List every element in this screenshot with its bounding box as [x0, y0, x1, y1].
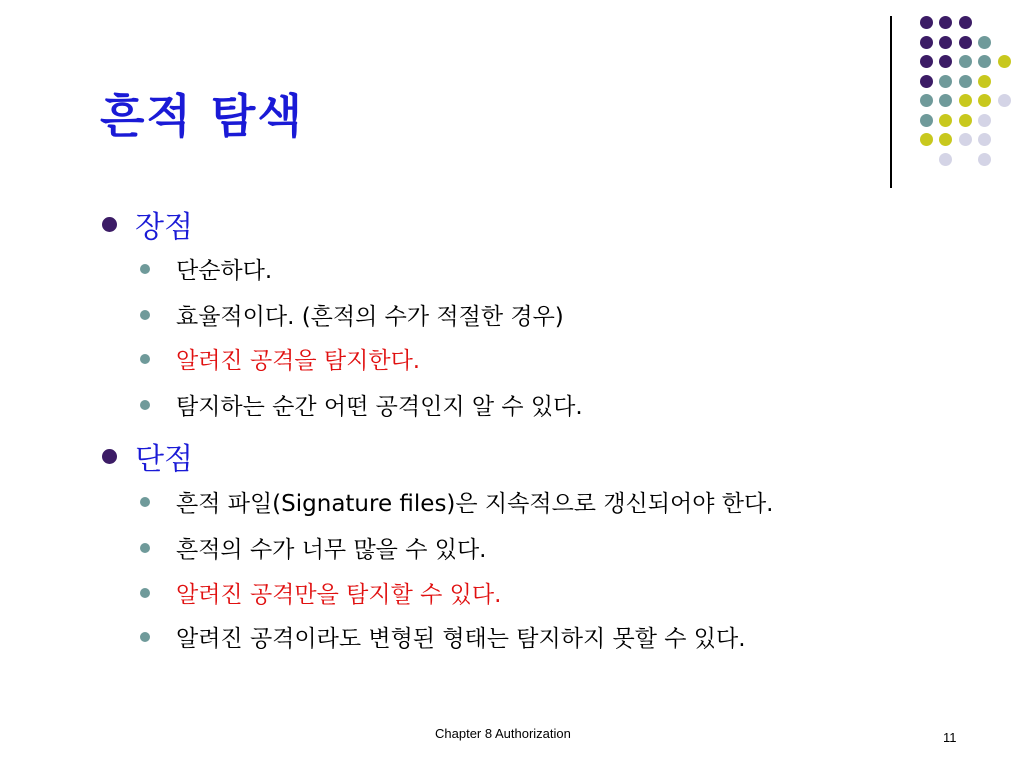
list-item — [140, 531, 486, 564]
bullet-icon — [140, 497, 150, 507]
bullet-icon — [140, 310, 150, 320]
list-item — [140, 388, 583, 421]
section-heading-cons — [102, 434, 193, 478]
bullet-icon — [102, 217, 117, 232]
list-item-text: 흔적 파일(Signature files)은 지속적으로 갱신되어야 한다. — [176, 491, 774, 517]
slide-title: 흔적 탐색 — [100, 89, 304, 143]
list-item-highlighted — [140, 576, 501, 609]
list-item-text: 단순하다. — [176, 258, 273, 284]
list-item — [140, 252, 272, 285]
bullet-icon — [140, 400, 150, 410]
bullet-icon — [140, 632, 150, 642]
section-heading-label: 단점 — [135, 442, 193, 477]
bullet-icon — [102, 449, 117, 464]
bullet-icon — [140, 354, 150, 364]
bullet-icon — [140, 264, 150, 274]
list-item-text: 알려진 공격이라도 변형된 형태는 탐지하지 못할 수 있다. — [176, 626, 746, 652]
list-item — [140, 298, 564, 331]
list-item-text: 알려진 공격만을 탐지할 수 있다. — [176, 582, 502, 608]
footer-chapter: Chapter 8 Authorization — [435, 726, 571, 741]
list-item-text: 알려진 공격을 탐지한다. — [176, 348, 421, 374]
list-item — [140, 620, 746, 653]
list-item-text: 흔적의 수가 너무 많을 수 있다. — [176, 537, 487, 563]
list-item-text: 효율적이다. (흔적의 수가 적절한 경우) — [176, 304, 564, 330]
page-number: 11 — [943, 730, 957, 745]
section-heading-pros — [102, 202, 193, 246]
bullet-icon — [140, 588, 150, 598]
bullet-icon — [140, 543, 150, 553]
list-item — [140, 485, 774, 518]
list-item-text: 탐지하는 순간 어떤 공격인지 알 수 있다. — [176, 394, 583, 420]
list-item-highlighted — [140, 342, 420, 375]
section-heading-label: 장점 — [135, 210, 193, 245]
